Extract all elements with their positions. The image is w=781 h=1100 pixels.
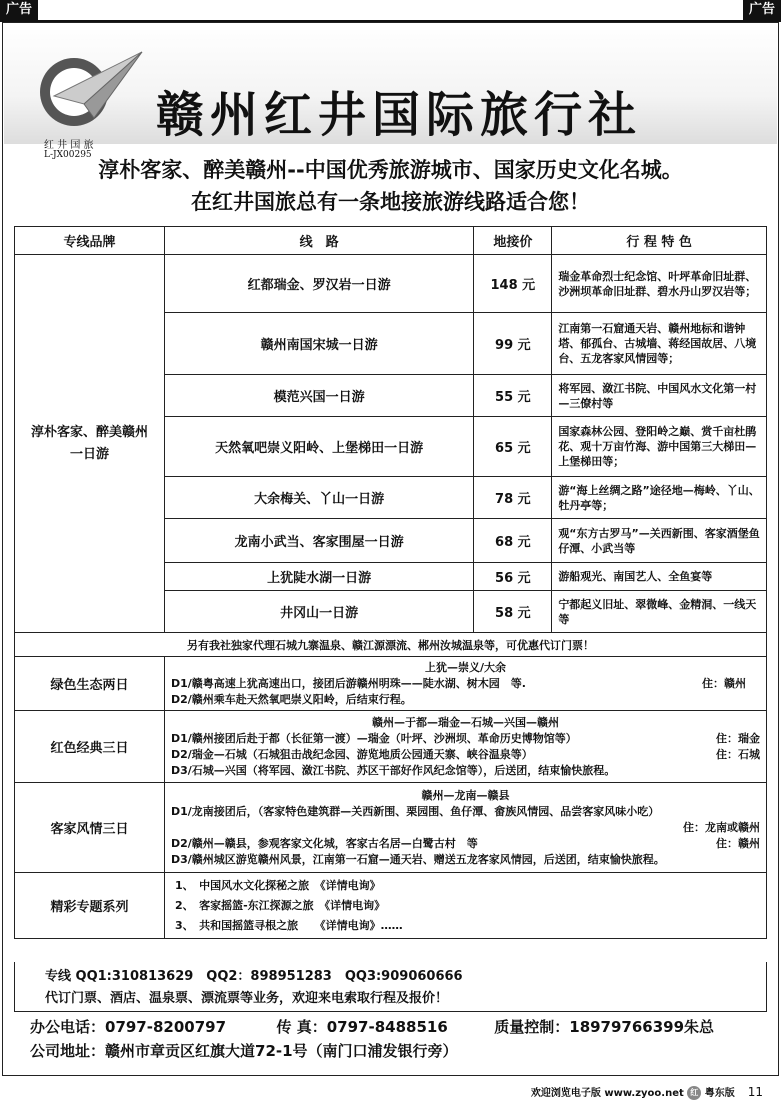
line-stay: 住：赣州 bbox=[702, 676, 746, 690]
line-text: D1/赣粤高速上犹高速出口，接团后游赣州明珠——陡水湖、树木园 等. bbox=[170, 676, 526, 690]
page-number: 11 bbox=[747, 1085, 763, 1099]
route-price: 65 元 bbox=[474, 417, 552, 477]
header-features: 行 程 特 色 bbox=[552, 227, 767, 255]
line-text: D3/石城—兴国（将军园、潋江书院、苏区干部好作风纪念馆等），后送团，结束愉快旅程。 bbox=[170, 763, 616, 777]
route-price: 58 元 bbox=[474, 591, 552, 633]
line-text: D1/赣州接团后赴于都（长征第一渡）—瑞金（叶坪、沙洲坝、革命历史博物馆等） bbox=[170, 731, 577, 745]
special-row bbox=[15, 873, 767, 939]
table-row bbox=[15, 255, 767, 313]
brand-oneday-label: 淳朴客家、醉美赣州一日游 bbox=[30, 424, 148, 462]
package-line bbox=[171, 763, 760, 779]
quality-control: 质量控制：18979766399朱总 bbox=[494, 1018, 715, 1036]
package-line bbox=[171, 852, 760, 868]
package-brand: 客家风情三日 bbox=[15, 783, 165, 873]
package-row bbox=[15, 783, 767, 873]
package-detail bbox=[164, 711, 766, 783]
route-price: 99 元 bbox=[474, 313, 552, 375]
header-price: 地接价 bbox=[474, 227, 552, 255]
package-line bbox=[171, 676, 760, 692]
special-item: 1、 中国风水文化探秘之旅 《详情电询》 bbox=[174, 878, 381, 892]
route-price: 68 元 bbox=[474, 519, 552, 563]
header-route: 线 路 bbox=[164, 227, 473, 255]
route-price: 56 元 bbox=[474, 563, 552, 591]
office-fax: 传 真：0797-8488516 bbox=[276, 1018, 448, 1036]
package-title: 赣州—于都—瑞金—石城—兴国—赣州 bbox=[371, 715, 559, 729]
slogan-line-1: 淳朴客家、醉美赣州--中国优秀旅游城市、国家历史文化名城。 bbox=[98, 158, 683, 182]
header-brand: 专线品牌 bbox=[15, 227, 165, 255]
route-name: 红都瑞金、罗汉岩一日游 bbox=[164, 255, 473, 313]
brand-oneday bbox=[15, 255, 165, 633]
route-name: 赣州南国宋城一日游 bbox=[164, 313, 473, 375]
package-brand: 绿色生态两日 bbox=[15, 657, 165, 711]
route-features: 宁都起义旧址、翠微峰、金精洞、一线天等 bbox=[552, 591, 767, 633]
route-name: 井冈山一日游 bbox=[164, 591, 473, 633]
line-stay: 住：龙南或赣州 bbox=[683, 820, 760, 834]
special-item: 2、 客家摇篮-东江探源之旅 《详情电询》 bbox=[174, 898, 386, 912]
route-features: 观“东方古罗马”—关西新围、客家酒堡鱼仔潭、小武当等 bbox=[552, 519, 767, 563]
red-badge-icon: 红 bbox=[687, 1086, 701, 1100]
service-text: 代订门票、酒店、温泉票、漂流票等业务，欢迎来电索取行程及报价！ bbox=[45, 991, 449, 1006]
route-name: 天然氧吧崇义阳岭、上堡梯田一日游 bbox=[164, 417, 473, 477]
special-item: 3、 共和国摇篮寻根之旅 《详情电询》…… bbox=[174, 918, 403, 932]
line-stay: 住：瑞金 bbox=[716, 731, 760, 745]
special-detail bbox=[164, 873, 766, 939]
office-contacts bbox=[30, 1016, 714, 1037]
package-title: 上犹—崇义/大余 bbox=[424, 660, 506, 674]
header-banner bbox=[4, 24, 777, 160]
qq-contacts: 专线 QQ1:310813629 QQ2：898951283 QQ3:909060666 bbox=[45, 969, 463, 984]
footer-info bbox=[531, 1084, 763, 1100]
footer-edition: 粤东版 bbox=[704, 1088, 735, 1099]
package-row bbox=[15, 657, 767, 711]
package-line bbox=[171, 692, 760, 708]
package-line bbox=[171, 820, 760, 836]
route-features: 江南第一石窟通天岩、赣州地标和谐钟塔、郁孤台、古城墙、蒋经国故居、八境台、五龙客家风情园等； bbox=[552, 313, 767, 375]
package-detail bbox=[164, 657, 766, 711]
slogan-line-2: 在红井国旅总有一条地接旅游线路适合您！ bbox=[191, 190, 590, 214]
footer-text: 欢迎浏览电子版 www.zyoo.net bbox=[530, 1088, 684, 1099]
route-name: 龙南小武当、客家围屋一日游 bbox=[164, 519, 473, 563]
special-brand: 精彩专题系列 bbox=[15, 873, 165, 939]
office-phone: 办公电话：0797-8200797 bbox=[30, 1018, 227, 1036]
ad-label-left: 广告 bbox=[0, 0, 38, 20]
tour-table bbox=[14, 226, 767, 939]
route-features: 国家森林公园、登阳岭之巅、赏千亩杜鹃花、观十万亩竹海、游中国第三大梯田—上堡梯田等； bbox=[552, 417, 767, 477]
license-code: L-JX00295 bbox=[44, 150, 92, 160]
package-line bbox=[171, 747, 760, 763]
line-stay: 住：赣州 bbox=[716, 836, 760, 850]
route-features: 将军园、潋江书院、中国风水文化第一村—三僚村等 bbox=[552, 375, 767, 417]
route-name: 上犹陡水湖一日游 bbox=[164, 563, 473, 591]
package-line bbox=[171, 731, 760, 747]
route-features: 游“海上丝绸之路”途径地—梅岭、丫山、牡丹亭等； bbox=[552, 477, 767, 519]
table-header-row bbox=[15, 227, 767, 255]
line-text: D2/瑞金—石城（石城狙击战纪念园、游览地质公园通天寨、峡谷温泉等） bbox=[170, 747, 533, 761]
line-text: D1/龙南接团后，（客家特色建筑群—关西新围、栗园围、鱼仔潭、畲族风情园、品尝客家风味小吃） bbox=[170, 804, 660, 818]
notice-text: 另有我社独家代理石城九寨温泉、赣江源漂流、郴州汝城温泉等，可优惠代订门票！ bbox=[15, 633, 767, 657]
office-address: 公司地址：赣州市章贡区红旗大道72-1号（南门口浦发银行旁） bbox=[30, 1042, 458, 1060]
route-price: 148 元 bbox=[474, 255, 552, 313]
route-features: 瑞金革命烈士纪念馆、叶坪革命旧址群、沙洲坝革命旧址群、碧水丹山罗汉岩等； bbox=[552, 255, 767, 313]
route-name: 模范兴国一日游 bbox=[164, 375, 473, 417]
contact-box bbox=[14, 962, 767, 1012]
route-price: 55 元 bbox=[474, 375, 552, 417]
company-name: 赣州红井国际旅行社 bbox=[156, 87, 643, 143]
package-row bbox=[15, 711, 767, 783]
company-logo bbox=[34, 44, 144, 160]
ad-label-right: 广告 bbox=[743, 0, 781, 20]
line-text: D2/赣州—赣县，参观客家文化城，客家古名居—白鹭古村 等 bbox=[170, 836, 478, 850]
package-title: 赣州—龙南—赣县 bbox=[421, 788, 510, 802]
line-stay: 住：石城 bbox=[716, 747, 760, 761]
paper-plane-icon bbox=[34, 44, 144, 134]
logo-name: 红 井 国 旅 bbox=[44, 140, 94, 151]
package-brand: 红色经典三日 bbox=[15, 711, 165, 783]
notice-row bbox=[15, 633, 767, 657]
package-line bbox=[171, 804, 760, 820]
package-detail bbox=[164, 783, 766, 873]
line-text: D2/赣州乘车赴天然氧吧崇义阳岭，后结束行程。 bbox=[170, 692, 412, 706]
route-name: 大余梅关、丫山一日游 bbox=[164, 477, 473, 519]
package-line bbox=[171, 836, 760, 852]
route-features: 游船观光、南国艺人、全鱼宴等 bbox=[552, 563, 767, 591]
route-price: 78 元 bbox=[474, 477, 552, 519]
page-footer bbox=[0, 1080, 781, 1100]
line-text: D3/赣州城区游览赣州风景，江南第一石窟—通天岩、赠送五龙客家风情园，后送团，结束愉快旅程。 bbox=[170, 852, 665, 866]
